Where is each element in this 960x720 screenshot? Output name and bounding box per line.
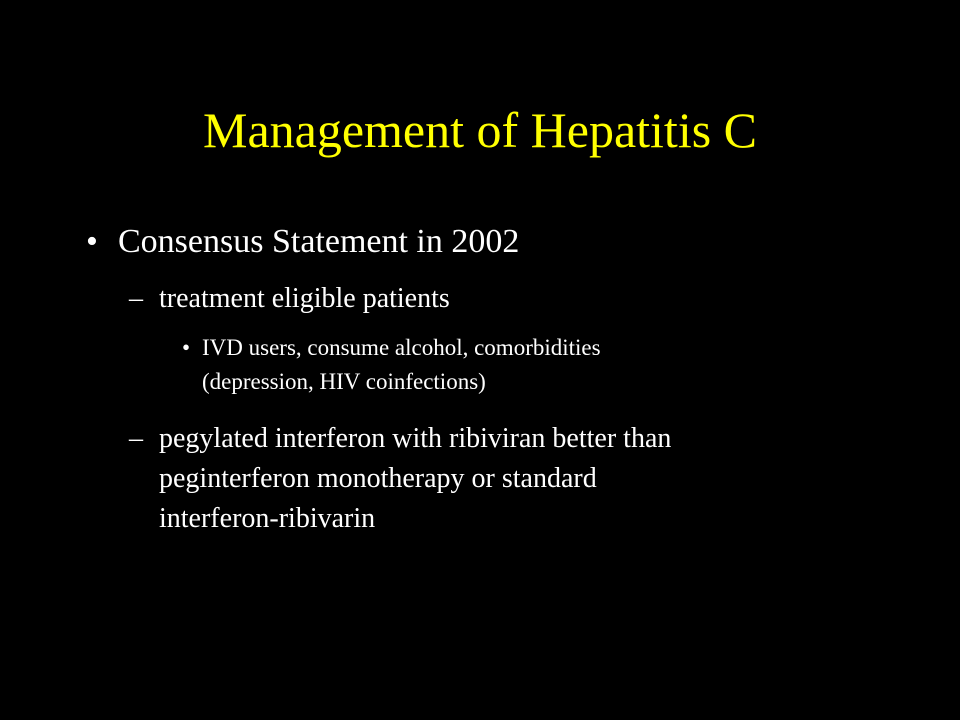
dash-marker: –: [129, 283, 143, 314]
text-line: IVD users, consume alcohol, comorbidities: [202, 335, 601, 360]
text-line: pegylated interferon with ribiviran better than: [159, 423, 672, 454]
text-line: interferon-ribivarin: [159, 503, 376, 534]
text-line: peginterferon monotherapy or standard: [159, 463, 597, 494]
text-line: (depression, HIV coinfections): [202, 369, 486, 394]
sub-bullet-text: treatment eligible patients: [159, 283, 450, 314]
bullet-marker: •: [182, 335, 191, 360]
sub-bullet-text: [159, 419, 671, 539]
sub-sub-bullet-text: [202, 331, 601, 399]
dash-marker: –: [129, 423, 143, 454]
slide-title: Management of Hepatitis C: [202, 102, 758, 158]
bullet-marker: •: [86, 223, 98, 260]
bullet-text: Consensus Statement in 2002: [118, 223, 520, 260]
